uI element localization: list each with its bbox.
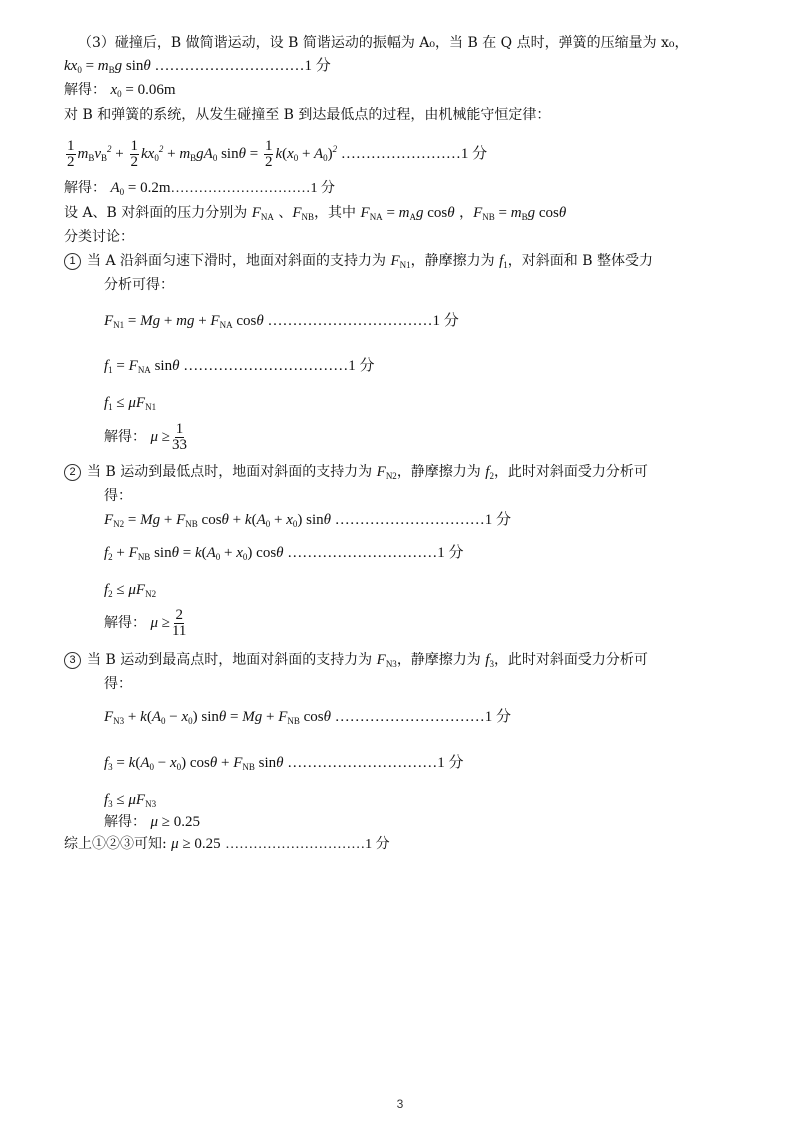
- dots: ……………………: [340, 146, 461, 162]
- discussion-label: 分类讨论：: [64, 229, 134, 245]
- case-3-eq-c: $f_3 \le \mu F_{N3}$: [104, 792, 157, 809]
- dots: …………………………: [287, 755, 438, 771]
- case-1-text-cont: [104, 275, 174, 295]
- case-text: 当 B 运动到最低点时，地面对斜面的支持力为 $F_{N2}$，静摩擦力为 $f_2$，此时对斜面受力分析可: [87, 464, 648, 481]
- dots: …………………………: [334, 709, 485, 725]
- case-2-eq-c: $f_2 \le \mu F_{N2}$: [104, 582, 157, 599]
- pressure-text: 设 A、B 对斜面的压力分别为 $F_{NA}$ 、$F_{NB}$，其中 $F_{NA} = m_Ag$ cosθ ，$F_{NB} = m_Bg$ cosθ: [64, 205, 567, 222]
- conclusion-prefix: 综上①②③可知:: [64, 836, 167, 852]
- equation-text: $kx_0 = m_Bg$ sinθ: [64, 58, 151, 75]
- score: 1 分: [348, 358, 375, 374]
- case-text: 当 B 运动到最高点时，地面对斜面的支持力为 $F_{N3}$，静摩擦力为 $f_3$，此时对斜面受力分析可: [87, 652, 648, 669]
- conclusion-result: μ ≥ 0.25: [171, 836, 221, 852]
- result-label: 解得：: [104, 814, 146, 830]
- result-value: μ ≥ $\frac{2}{11}$: [150, 607, 187, 640]
- score: 1 分: [484, 512, 512, 528]
- solution-a0: [64, 178, 335, 202]
- dots: …………………………: [170, 181, 311, 196]
- fraction-half: $\frac{1}{2}$: [67, 138, 75, 171]
- fraction-half: $\frac{1}{2}$: [264, 138, 273, 171]
- case-3-eq-a: $F_{N3} + k(A_0 - x_0) \sin\theta = Mg + F_{NB}$ cosθ …………………………1 分: [104, 709, 512, 726]
- dots: …………………………: [225, 837, 366, 852]
- case-2-eq-b: $f_2 + F_{NB}$ $\sin\theta = k(A_0 + x_0)$ cosθ …………………………1 分: [104, 545, 464, 562]
- discussion-heading: [64, 227, 134, 247]
- score: 1 分: [304, 58, 331, 74]
- case-text-cont: 得：: [104, 488, 132, 504]
- case-1-eq-a: $F_{N1} = Mg$ + mg + $F_{NA}$ cosθ ……………………………1 分: [104, 313, 459, 330]
- case-2-eq-a: $F_{N2} = Mg + F_{NB}$ $\cos\theta + k(A_0 + x_0)$ sinθ …………………………1 分: [104, 512, 512, 529]
- result-label: 解得：: [104, 615, 146, 631]
- solution-x0: [64, 80, 176, 104]
- case-2-text-cont: [104, 486, 132, 506]
- score: 1 分: [437, 755, 464, 771]
- solution-value: $A_0 = 0.2m$: [110, 180, 171, 197]
- score: 1 分: [484, 709, 512, 725]
- score: 1 分: [460, 146, 488, 162]
- fraction-numerator: 2: [175, 607, 183, 624]
- fraction-numerator: 1: [175, 421, 184, 438]
- case-1-result: [104, 420, 189, 454]
- case-1-eq-c: $f_1 \le \mu F_{N1}$: [104, 395, 157, 412]
- case-text-cont: 分析可得：: [104, 277, 174, 293]
- equation-energy: $\frac{1}{2}$ $m_Bv_B^2$ + $\frac{1}{2}$ $kx_0^2 + m_BgA_0$ sinθ = $\frac{1}{2}$ $k(x_0 + A_0)^2$ ……………………1 分: [67, 138, 488, 171]
- case-3-result: [104, 812, 200, 832]
- equation-spring-equilibrium: [64, 56, 331, 80]
- score: 1 分: [365, 837, 390, 852]
- fraction-denominator: 11: [171, 623, 187, 640]
- score: 1 分: [310, 181, 336, 196]
- solution-label: 解得：: [64, 82, 106, 98]
- circled-number-2: 2: [64, 464, 81, 481]
- dots: ……………………………: [183, 358, 349, 374]
- circled-number-3: 3: [64, 652, 81, 669]
- case-3-eq-b: $f_3 = k(A_0 - x_0) \cos\theta + F_{NB}$ sinθ …………………………1 分: [104, 755, 464, 772]
- pressure-definition: [64, 203, 566, 227]
- dots: …………………………: [334, 512, 485, 528]
- energy-text: 对 B 和弹簧的系统，从发生碰撞至 B 到达最低点的过程，由机械能守恒定律：: [64, 107, 551, 123]
- fraction-denominator: 33: [171, 437, 187, 454]
- circled-number-1: 1: [64, 253, 81, 270]
- page-number: 3: [396, 1097, 404, 1111]
- solution-value: $x_0 = 0.06m$: [110, 82, 176, 99]
- case-2-text: [64, 462, 648, 486]
- part3-intro: [78, 33, 689, 53]
- solution-label: 解得：: [64, 180, 106, 196]
- case-2-result: [104, 606, 188, 640]
- score: 1 分: [437, 545, 464, 561]
- result-value: μ ≥ $\frac{1}{33}$: [150, 421, 187, 454]
- dots: …………………………: [154, 58, 305, 74]
- dots: ……………………………: [267, 313, 433, 329]
- fraction-half: $\frac{1}{2}$: [130, 138, 139, 171]
- result-value: μ ≥ 0.25: [150, 814, 200, 830]
- case-1-eq-b: $f_1 = F_{NA}$ sinθ ……………………………1 分: [104, 358, 375, 375]
- result-label: 解得：: [104, 429, 146, 445]
- dots: …………………………: [287, 545, 438, 561]
- energy-conservation-text: [64, 105, 550, 125]
- case-3-text: [64, 650, 648, 674]
- case-1-text: [64, 251, 653, 275]
- case-text-cont: 得：: [104, 676, 132, 692]
- conclusion: [64, 834, 390, 855]
- case-3-text-cont: [104, 674, 132, 694]
- score: 1 分: [432, 313, 459, 329]
- case-text: 当 A 沿斜面匀速下滑时，地面对斜面的支持力为 $F_{N1}$，静摩擦力为 $f_1$，对斜面和 B 整体受力: [87, 253, 653, 270]
- intro-text: （3）碰撞后，B 做简谐运动，设 B 简谐运动的振幅为 A₀，当 B 在 Q 点时，弹簧的压缩量为 x₀，: [78, 35, 689, 51]
